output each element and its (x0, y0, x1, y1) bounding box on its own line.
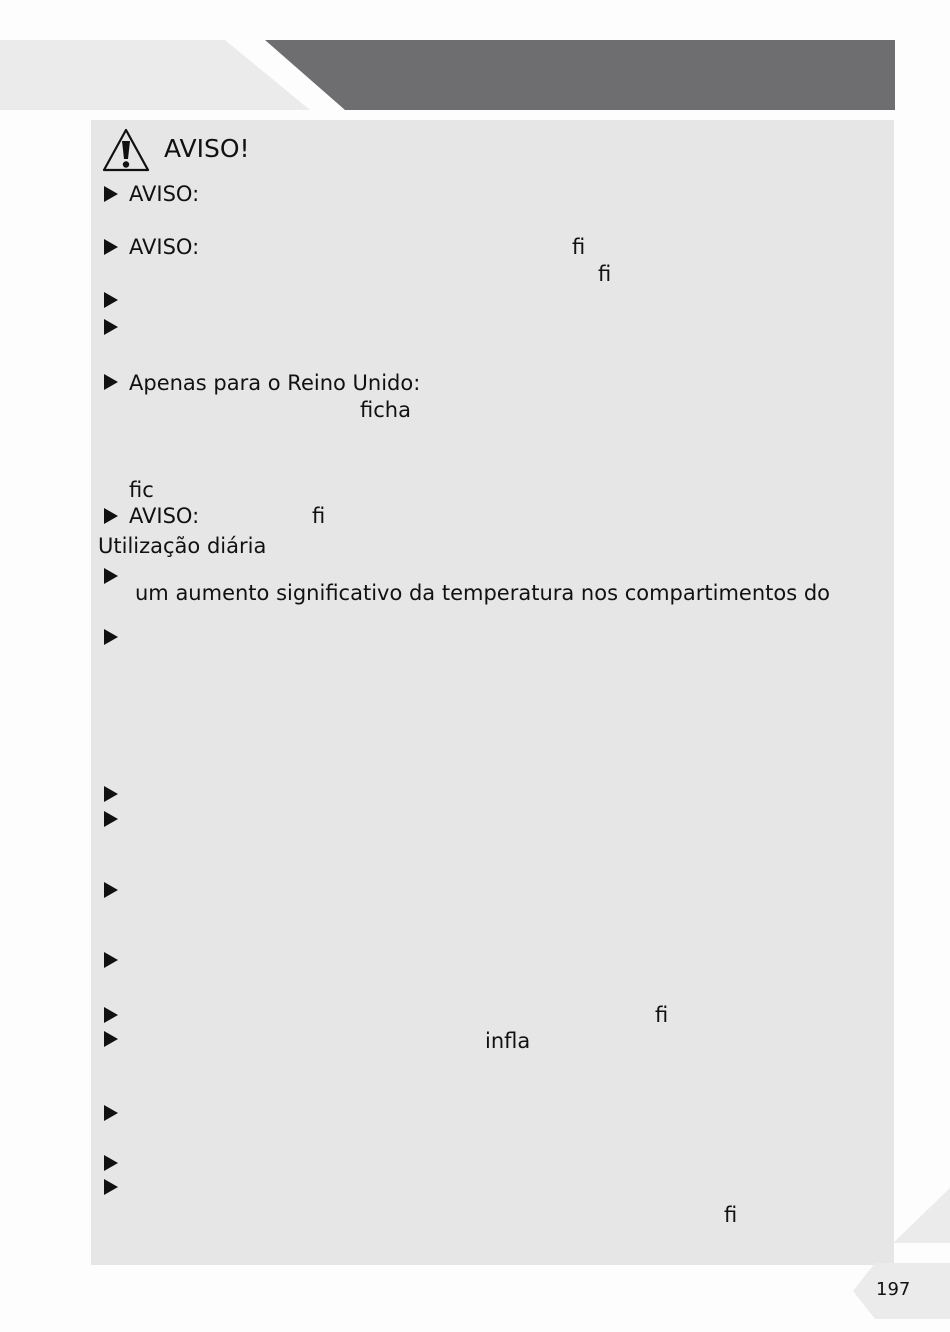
bullet-arrow-icon (104, 952, 118, 968)
body-text-line: um aumento significativo da temperatura nos compartimentos do (135, 581, 831, 605)
bullet-arrow-icon (104, 508, 118, 524)
bullet-arrow-icon (104, 1007, 118, 1023)
bullet-arrow-icon (104, 292, 118, 308)
warning-label-3: AVISO: (129, 504, 200, 528)
bullet-arrow-icon (104, 186, 118, 202)
text-fragment: fi (598, 262, 612, 286)
warning-triangle-icon (101, 127, 151, 173)
warning-title: AVISO! (164, 134, 250, 163)
bullet-arrow-icon (104, 239, 118, 255)
bullet-arrow-icon (104, 786, 118, 802)
bullet-arrow-icon (104, 1179, 118, 1195)
text-fragment: fic (129, 478, 154, 502)
text-fragment: ficha (360, 398, 411, 422)
bullet-arrow-icon (104, 1031, 118, 1047)
header-left-band (0, 40, 310, 110)
bullet-arrow-icon (104, 319, 118, 335)
text-fragment: fi (724, 1203, 738, 1227)
header-title-band (265, 40, 895, 110)
text-fragment: fi (312, 504, 326, 528)
text-fragment: fi (655, 1003, 669, 1027)
bullet-arrow-icon (104, 374, 118, 390)
page-number: 197 (876, 1279, 911, 1300)
bullet-arrow-icon (104, 1155, 118, 1171)
text-fragment: infla (485, 1029, 531, 1053)
section-heading: Utilização diária (98, 534, 267, 558)
bullet-arrow-icon (104, 1105, 118, 1121)
bullet-arrow-icon (104, 811, 118, 827)
text-fragment: fi (572, 235, 586, 259)
bullet-arrow-icon (104, 568, 118, 584)
corner-decoration (893, 1188, 950, 1243)
warning-label-2: AVISO: (129, 235, 200, 259)
bullet-arrow-icon (104, 882, 118, 898)
uk-only-label: Apenas para o Reino Unido: (129, 371, 421, 395)
warning-label-1: AVISO: (129, 182, 200, 206)
content-panel (91, 120, 894, 1265)
bullet-arrow-icon (104, 629, 118, 645)
